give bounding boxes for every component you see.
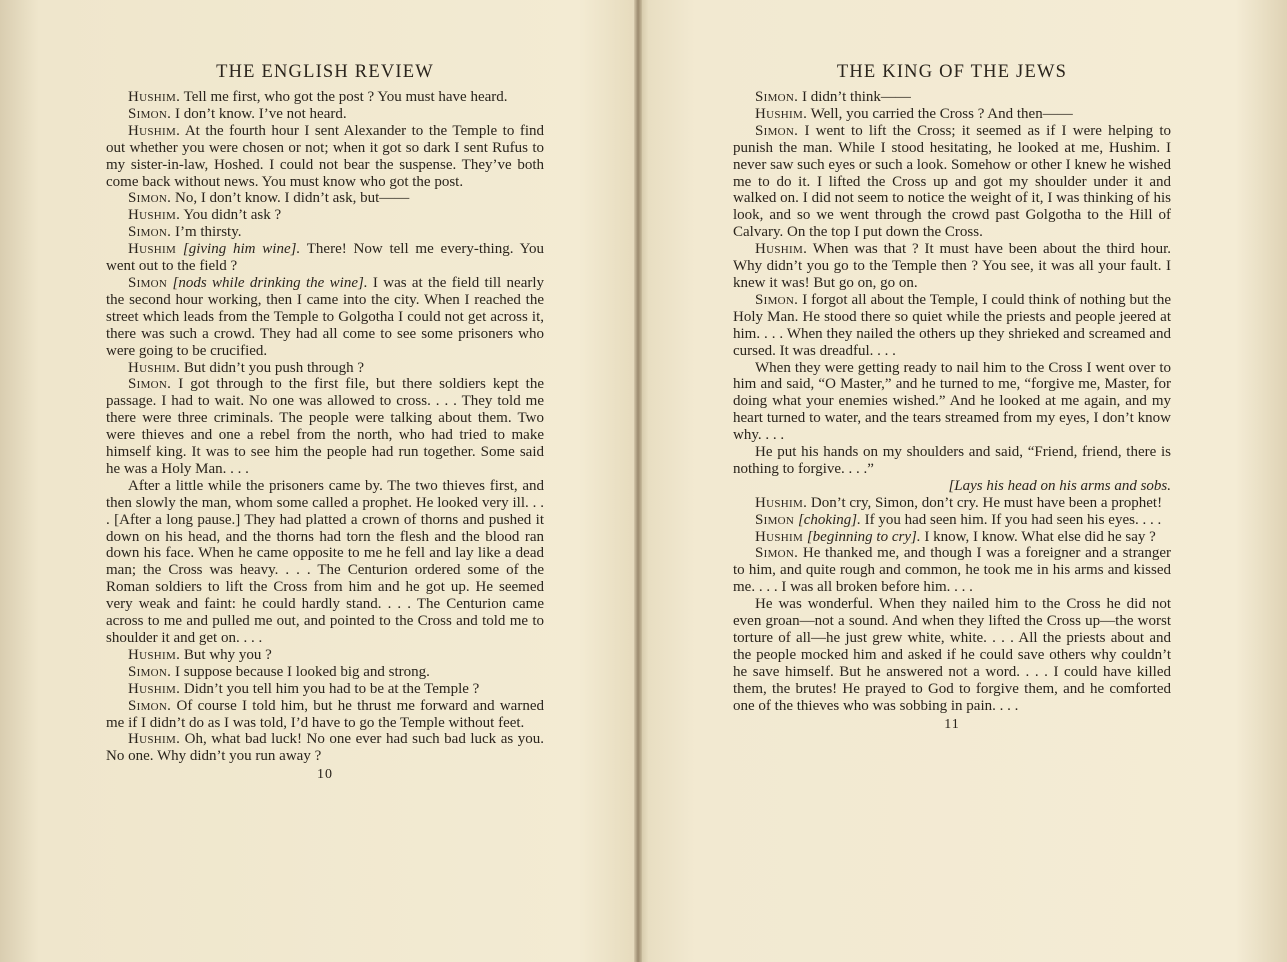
speaker-name: Simon. bbox=[128, 376, 172, 393]
speaker-name: Hushim. bbox=[128, 122, 181, 139]
dialogue-text: I suppose because I looked big and strong. bbox=[171, 663, 430, 680]
dialogue-text: After a little while the prisoners came by. The two thieves first, and then slowly the man, whom some called a prophet. He looked very ill. . . . [After a long pause.] They had platted a crown of thorns and pushed it down on his head, and the thorns had torn the flesh and the blood ran down his face. When he came opposite to me he fell and lay like a dead man; the Cross was heavy. . . . The Centurion ordered some of the Roman soldiers to lift the Cross from him and he got up. He seemed very weak and faint: he could hardly stand. . . . The Centurion came across to me and pulled me out, and pointed to the Cross and told me to shoulder it and get on. . . . bbox=[106, 477, 544, 646]
speaker-name: Simon. bbox=[128, 105, 172, 122]
dialogue-text: When they were getting ready to nail him to the Cross I went over to him and said, “O Master,” and he turned to me, “forgive me, Master, for doing what your enemies wished.” And he looked at me again, and my heart turned to water, and the tears streamed from my eyes, I don’t know why. . . . bbox=[733, 359, 1171, 444]
speaker-name: Simon bbox=[128, 274, 168, 291]
speaker-name: Simon. bbox=[755, 291, 799, 308]
dialogue-paragraph bbox=[106, 224, 544, 241]
speaker-name: Hushim. bbox=[128, 680, 181, 697]
dialogue-text: Didn’t you tell him you had to be at the Temple ? bbox=[180, 680, 480, 697]
running-head: THE ENGLISH REVIEW bbox=[216, 62, 434, 82]
dialogue-text: But why you ? bbox=[180, 646, 272, 663]
speaker-name: Hushim bbox=[755, 528, 804, 545]
dialogue-paragraph bbox=[106, 123, 544, 191]
dialogue-paragraph bbox=[106, 360, 544, 377]
dialogue-text: Of course I told him, but he thrust me forward and warned me if I didn’t do as I was told, I’d have to go the Temple without feet. bbox=[106, 697, 544, 731]
speaker-name: Hushim. bbox=[128, 89, 181, 105]
dialogue-paragraph bbox=[106, 275, 544, 360]
dialogue-paragraph bbox=[733, 444, 1171, 478]
stage-direction: [Lays his head on his arms and sobs. bbox=[948, 477, 1171, 494]
right-page bbox=[733, 0, 1171, 733]
dialogue-paragraph bbox=[106, 190, 544, 207]
dialogue-paragraph bbox=[733, 495, 1171, 512]
dialogue-paragraph bbox=[733, 241, 1171, 292]
stage-direction: [nods while drinking the wine]. bbox=[167, 274, 368, 291]
dialogue-text: I know, I know. What else did he say ? bbox=[920, 528, 1156, 545]
dialogue-paragraph bbox=[733, 360, 1171, 445]
speaker-name: Hushim. bbox=[128, 646, 181, 663]
left-page bbox=[106, 0, 544, 783]
speaker-name: Hushim bbox=[128, 241, 177, 258]
dialogue-text: He was wonderful. When they nailed him to the Cross he did not even groan—not a sound. And when they lifted the Cross up—the worst torture of all—he just grew white, white. . . . All the priests about and the people mocked him and asked if he could save others why couldn’t he save himself. But he answered not a word. . . . I could have killed them, the brutes! He prayed to God to forgive them, and he comforted one of the thieves who was sobbing in pain. . . . bbox=[733, 596, 1171, 714]
dialogue-paragraph bbox=[106, 106, 544, 123]
dialogue-text: Well, you carried the Cross ? And then—— bbox=[807, 105, 1073, 122]
dialogue-paragraph bbox=[733, 123, 1171, 241]
dialogue-text: At the fourth hour I sent Alexander to the Temple to find out whether you were chosen or not; when it got so dark I sent Rufus to my sister-in-law, Hoshed. I could not bear the suspense. They’ve both come back without news. You must know who got the post. bbox=[106, 122, 544, 190]
dialogue-paragraph bbox=[106, 207, 544, 224]
dialogue-text: No, I don’t know. I didn’t ask, but—— bbox=[171, 190, 410, 207]
dialogue-paragraph bbox=[106, 241, 544, 275]
dialogue-paragraph bbox=[106, 681, 544, 698]
speaker-name: Hushim. bbox=[128, 207, 181, 224]
speaker-name: Hushim. bbox=[128, 359, 181, 376]
page-number: 11 bbox=[944, 716, 960, 732]
dialogue-paragraph bbox=[106, 664, 544, 681]
page-number: 10 bbox=[317, 767, 333, 783]
speaker-name: Hushim. bbox=[755, 494, 808, 511]
speaker-name: Simon. bbox=[128, 697, 172, 714]
speaker-name: Hushim. bbox=[755, 241, 808, 258]
dialogue-paragraph bbox=[733, 106, 1171, 123]
dialogue-paragraph bbox=[733, 292, 1171, 360]
stage-direction: [giving him wine]. bbox=[176, 241, 301, 258]
dialogue-text: When was that ? It must have been about the third hour. Why didn’t you go to the Temple then ? You see, it was all your fault. I knew it was! But go on, go on. bbox=[733, 241, 1171, 291]
speaker-name: Simon. bbox=[128, 190, 172, 207]
dialogue-paragraph bbox=[106, 698, 544, 732]
stage-direction: [beginning to cry]. bbox=[803, 528, 921, 545]
running-head: THE KING OF THE JEWS bbox=[836, 62, 1068, 82]
dialogue-text: I got through to the first file, but there soldiers kept the passage. I had to wait. No one was allowed to cross. . . . They told me there were three criminals. The people were talking about them. Two were thieves and one a rebel from the north, who had tried to make himself king. It was to see him the people had run together. Some said he was a Holy Man. . . . bbox=[106, 376, 544, 477]
page-text bbox=[106, 89, 544, 765]
dialogue-text: Tell me first, who got the post ? You must have heard. bbox=[180, 89, 508, 105]
dialogue-text: He put his hands on my shoulders and said, “Friend, friend, there is nothing to forgive. . . .” bbox=[733, 444, 1171, 477]
dialogue-paragraph bbox=[733, 512, 1171, 529]
speaker-name: Simon. bbox=[755, 122, 799, 139]
dialogue-paragraph bbox=[106, 89, 544, 106]
dialogue-text: If you had seen him. If you had seen his eyes. . . . bbox=[860, 511, 1162, 528]
dialogue-text: You didn’t ask ? bbox=[180, 207, 282, 224]
speaker-name: Hushim. bbox=[755, 105, 808, 122]
dialogue-paragraph bbox=[106, 376, 544, 477]
speaker-name: Simon bbox=[755, 511, 795, 528]
dialogue-paragraph bbox=[733, 596, 1171, 714]
dialogue-text: I’m thirsty. bbox=[171, 224, 242, 241]
dialogue-text: I forgot all about the Temple, I could think of nothing but the Holy Man. He stood there so quiet while the priests and people jeered at him. . . . When they nailed the others up they shrieked and screamed and cursed. It was dreadful. . . . bbox=[733, 291, 1171, 359]
dialogue-text: I was at the field till nearly the second hour working, then I came into the city. When I reached the street which leads from the Temple to Golgotha I could not get across it, there was such a crowd. They had all come to see some prisoners who were going to be crucified. bbox=[106, 274, 545, 359]
dialogue-paragraph bbox=[106, 731, 544, 765]
dialogue-text: There! Now tell me every-thing. You went out to the field ? bbox=[106, 241, 545, 275]
speaker-name: Hushim. bbox=[128, 731, 181, 748]
dialogue-text: I don’t know. I’ve not heard. bbox=[171, 105, 347, 122]
dialogue-paragraph bbox=[733, 545, 1171, 596]
stage-direction: [choking]. bbox=[794, 511, 861, 528]
dialogue-paragraph bbox=[733, 89, 1171, 106]
dialogue-text: But didn’t you push through ? bbox=[180, 359, 365, 376]
speaker-name: Simon. bbox=[755, 89, 799, 105]
dialogue-text: Oh, what bad luck! No one ever had such bad luck as you. No one. Why didn’t you run away ? bbox=[106, 731, 544, 765]
dialogue-paragraph bbox=[733, 529, 1171, 546]
page-text bbox=[733, 89, 1171, 715]
speaker-name: Simon. bbox=[128, 224, 172, 241]
dialogue-text: I didn’t think—— bbox=[798, 89, 911, 105]
speaker-name: Simon. bbox=[755, 545, 799, 562]
dialogue-text: Don’t cry, Simon, don’t cry. He must have been a prophet! bbox=[807, 494, 1163, 511]
dialogue-paragraph bbox=[106, 478, 544, 647]
dialogue-text: I went to lift the Cross; it seemed as if I were helping to punish the man. While I stood hesitating, he looked at me, Hushim. I never saw such eyes or such a look. Somehow or other I knew he wished me to do it. I lifted the Cross up and got my shoulder under it and walked on. I did not seem to notice the weight of it, I was thinking of his look, and so we went through the crowd past Golgotha to the Hill of Calvary. On the top I put down the Cross. bbox=[733, 122, 1171, 241]
dialogue-text: He thanked me, and though I was a foreigner and a stranger to him, and quite rough and common, he took me in his arms and kissed me. . . . I was all broken before him. . . . bbox=[733, 545, 1171, 596]
speaker-name: Simon. bbox=[128, 663, 172, 680]
dialogue-paragraph bbox=[106, 647, 544, 664]
book-gutter bbox=[634, 0, 642, 962]
